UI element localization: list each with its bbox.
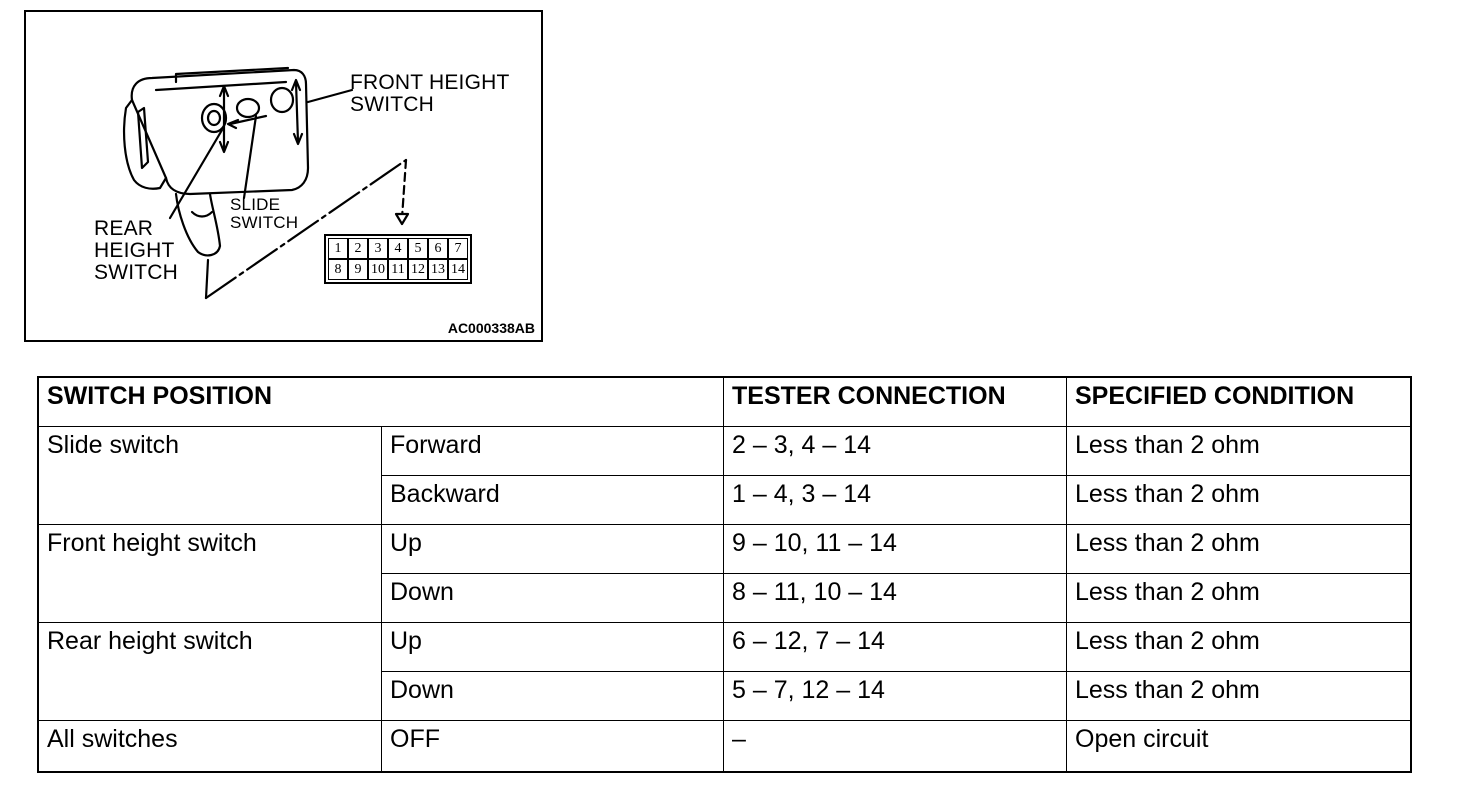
table-row [38, 623, 1411, 672]
header-specified-condition: SPECIFIED CONDITION [1067, 377, 1412, 427]
connector-pin: 5 [408, 238, 428, 259]
specified-condition: Less than 2 ohm [1067, 623, 1412, 672]
table-row [38, 721, 1411, 773]
tester-connection: 1 – 4, 3 – 14 [724, 476, 1067, 525]
tester-connection: 6 – 12, 7 – 14 [724, 623, 1067, 672]
connector-pin: 10 [368, 259, 388, 280]
switch-name: All switches [38, 721, 382, 773]
switch-position: Forward [382, 427, 724, 476]
connector-pin: 2 [348, 238, 368, 259]
switch-diagram [24, 10, 543, 342]
specified-condition: Less than 2 ohm [1067, 427, 1412, 476]
connector-pin: 13 [428, 259, 448, 280]
switch-continuity-table [37, 376, 1412, 773]
switch-position: Down [382, 672, 724, 721]
switch-position: Up [382, 623, 724, 672]
connector-pin: 7 [448, 238, 468, 259]
front-height-switch-label: FRONT HEIGHT SWITCH [350, 71, 510, 116]
connector-pin: 6 [428, 238, 448, 259]
header-tester-connection: TESTER CONNECTION [724, 377, 1067, 427]
rear-height-switch-label: REAR HEIGHT SWITCH [94, 217, 179, 284]
tester-connection: 9 – 10, 11 – 14 [724, 525, 1067, 574]
specified-condition: Less than 2 ohm [1067, 476, 1412, 525]
switch-name: Rear height switch [38, 623, 382, 721]
tester-connection: 8 – 11, 10 – 14 [724, 574, 1067, 623]
connector-row-bottom [328, 259, 468, 280]
switch-name: Front height switch [38, 525, 382, 623]
specified-condition: Open circuit [1067, 721, 1412, 773]
table-row [38, 525, 1411, 574]
specified-condition: Less than 2 ohm [1067, 525, 1412, 574]
switch-position: Up [382, 525, 724, 574]
switch-position: Down [382, 574, 724, 623]
connector-pin: 12 [408, 259, 428, 280]
figure-id: AC000338AB [447, 320, 535, 336]
connector-pin: 9 [348, 259, 368, 280]
table-header-row [38, 377, 1411, 427]
connector-row-top [328, 238, 468, 259]
switch-illustration [26, 12, 541, 340]
tester-connection: 2 – 3, 4 – 14 [724, 427, 1067, 476]
connector-pinout [324, 234, 472, 284]
connector-pin: 8 [328, 259, 348, 280]
header-switch-position: SWITCH POSITION [38, 377, 724, 427]
switch-position: Backward [382, 476, 724, 525]
slide-switch-label: SLIDE SWITCH [230, 195, 299, 232]
connector-pin: 14 [448, 259, 468, 280]
connector-pin: 4 [388, 238, 408, 259]
connector-pin: 3 [368, 238, 388, 259]
connector-pin: 11 [388, 259, 408, 280]
specified-condition: Less than 2 ohm [1067, 574, 1412, 623]
specified-condition: Less than 2 ohm [1067, 672, 1412, 721]
connector-pin: 1 [328, 238, 348, 259]
tester-connection: 5 – 7, 12 – 14 [724, 672, 1067, 721]
tester-connection: – [724, 721, 1067, 773]
switch-position: OFF [382, 721, 724, 773]
switch-name: Slide switch [38, 427, 382, 525]
table-row [38, 427, 1411, 476]
